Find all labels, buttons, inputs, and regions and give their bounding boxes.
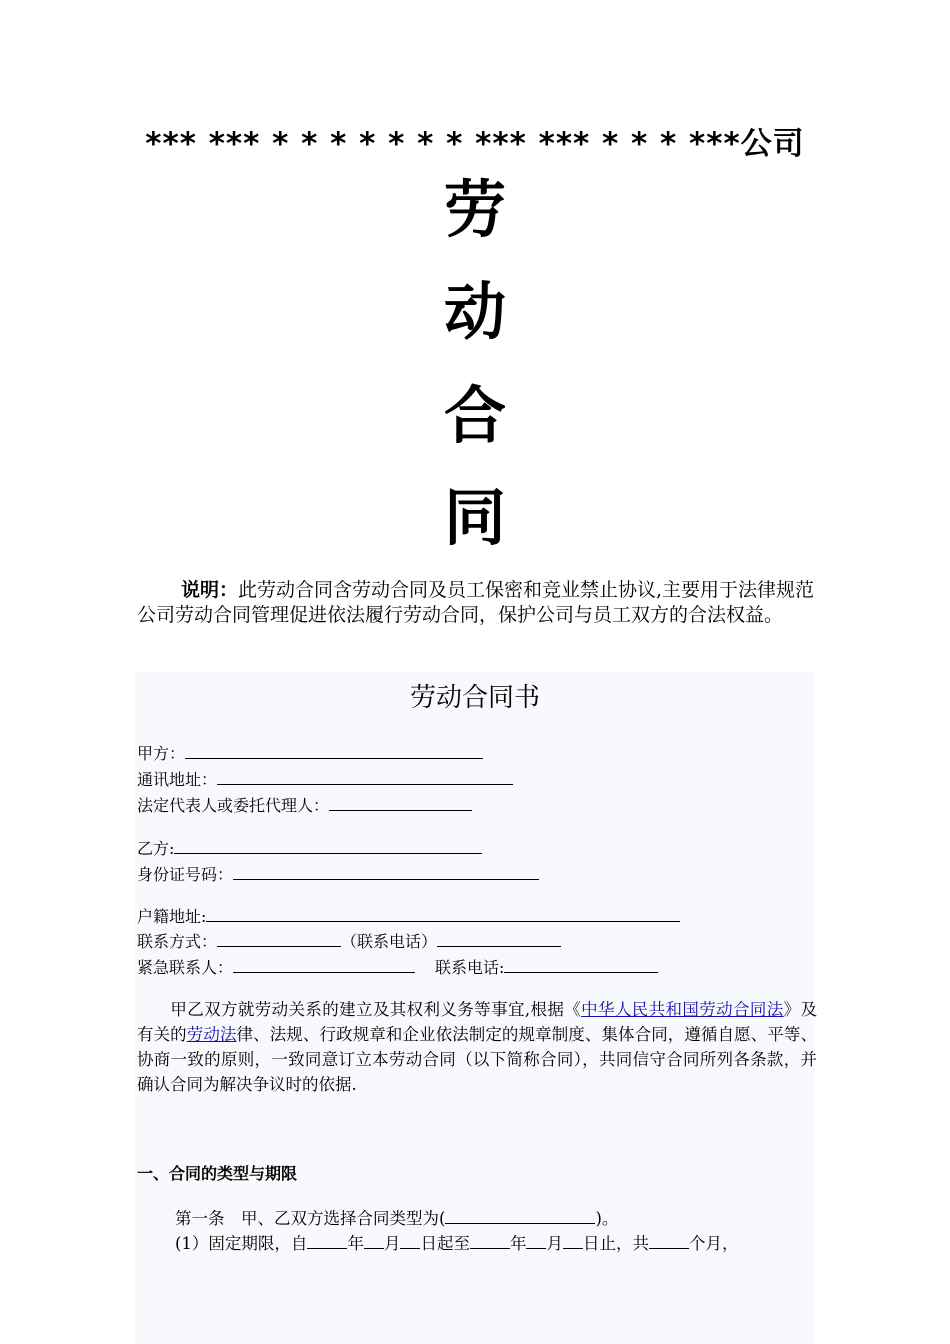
emergency-contact-label: 紧急联系人： [137, 958, 234, 977]
household-label: 户籍地址: [137, 907, 207, 926]
start-year-blank [307, 1234, 347, 1249]
start-day-blank [400, 1234, 420, 1249]
id-number-label: 身份证号码： [137, 865, 234, 884]
party-a-label: 甲方： [137, 744, 186, 763]
item-1-text-c: 月 [383, 1234, 401, 1253]
contact-field [137, 931, 561, 953]
id-number-field [137, 864, 539, 886]
intro-text-2: 》及有关的 [137, 1000, 818, 1044]
party-b-field [137, 838, 482, 860]
note-text: 此劳动合同含劳动合同及员工保密和竞业禁止协议,主要用于法律规范公司劳动合同管理促进依法履行劳动合同，保护公司与员工双方的合法权益。 [137, 579, 815, 626]
id-number-blank [233, 865, 539, 880]
intro-text-3: 律、法规、行政规章和企业依法制定的规章制度、集体合同，遵循自愿、平等、协商一致的原则，一致同意订立本劳动合同（以下简称合同），共同信守合同所列各条款，并确认合同为解决争议时的依据. [137, 1025, 818, 1094]
article-1-suffix: )。 [595, 1209, 619, 1228]
contact-phone-blank [437, 932, 561, 947]
legal-rep-label: 法定代表人或委托代理人： [137, 796, 330, 815]
intro-paragraph [137, 997, 817, 1097]
item-1-text-d: 日起至 [420, 1234, 470, 1253]
explanation-note [137, 578, 817, 628]
legal-rep-field [137, 795, 472, 817]
item-1-text-a: (1）固定期限，自 [175, 1234, 308, 1253]
item-1-text-h: 个月， [688, 1234, 739, 1253]
start-month-blank [364, 1234, 384, 1249]
emergency-phone-label: 联系电话: [435, 958, 505, 977]
company-name: *** *** * * * * * * * *** *** * * * ***公司 [145, 126, 805, 162]
emergency-contact-blank [233, 958, 415, 973]
end-month-blank [526, 1234, 546, 1249]
item-1-text-e: 年 [509, 1234, 527, 1253]
note-label: 说明： [181, 579, 239, 601]
contact-phone-label: （联系电话） [341, 932, 438, 951]
emergency-phone-blank [504, 958, 658, 973]
address-label: 通讯地址： [137, 770, 218, 789]
item-1-text-g: 日止，共 [582, 1234, 649, 1253]
contract-title: 劳动合同书 [409, 683, 540, 713]
section-1-title: 一、合同的类型与期限 [137, 1164, 298, 1183]
party-b-label: 乙方: [137, 839, 175, 858]
emergency-field [137, 957, 658, 979]
cover-title-char-3: 合 [443, 379, 506, 452]
months-blank [649, 1234, 689, 1249]
item-1-text-b: 年 [347, 1234, 364, 1253]
legal-rep-blank [329, 796, 472, 811]
cover-title-char-1: 劳 [443, 173, 506, 246]
intro-text-1: 甲乙双方就劳动关系的建立及其权利义务等事宜,根据《 [170, 1000, 582, 1019]
contact-blank [217, 932, 341, 947]
household-blank [206, 907, 680, 922]
labor-contract-law-link[interactable]: 中华人民共和国劳动合同法 [581, 1000, 784, 1019]
household-field [137, 906, 680, 928]
article-1-text: 第一条 甲、乙双方选择合同类型为( [175, 1209, 446, 1228]
end-year-blank [470, 1234, 510, 1249]
address-field [137, 769, 513, 791]
party-a-blank [185, 744, 483, 759]
item-1-fixed-term [175, 1232, 738, 1256]
labor-law-link[interactable]: 劳动法 [186, 1025, 237, 1044]
article-1 [175, 1207, 618, 1231]
item-1-text-f: 月 [546, 1234, 563, 1253]
contact-label: 联系方式： [137, 932, 218, 951]
end-day-blank [563, 1234, 583, 1249]
party-a-field [137, 743, 483, 765]
party-b-blank [174, 839, 482, 854]
contract-type-blank [445, 1209, 595, 1224]
cover-title-char-2: 动 [443, 275, 506, 348]
address-blank [217, 770, 513, 785]
cover-title-char-4: 同 [443, 481, 506, 554]
